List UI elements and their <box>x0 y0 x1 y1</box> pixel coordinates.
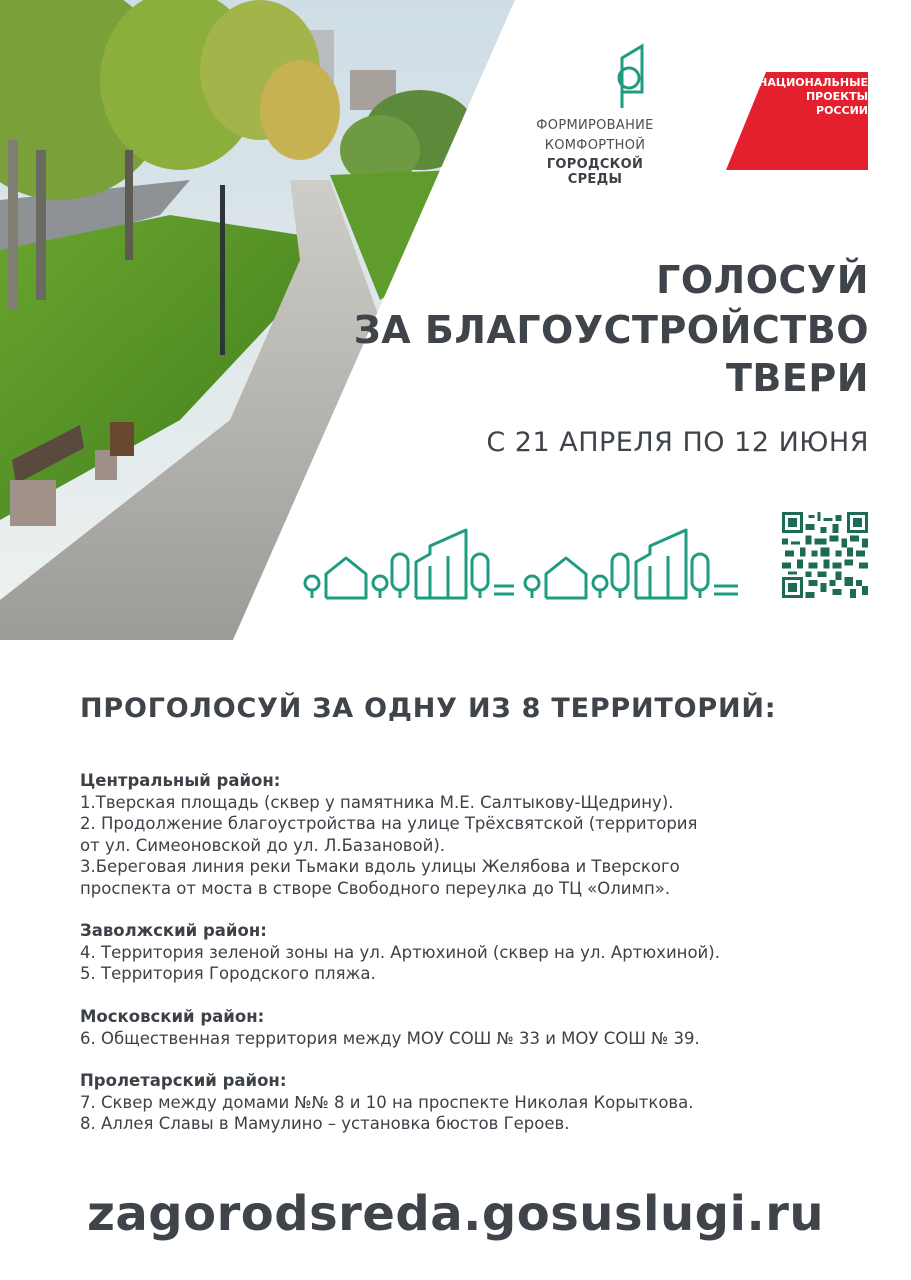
district-name: Московский район: <box>80 1007 265 1026</box>
territory-item: 1.Тверская площадь (сквер у памятника М.Е. Салтыкову-Щедрину). <box>80 792 674 812</box>
district-central <box>80 770 870 899</box>
territory-item: 2. Продолжение благоустройства на улице Трёхсвятской (территория <box>80 814 698 833</box>
district-name: Центральный район: <box>80 771 281 790</box>
territory-item: 8. Аллея Славы в Мамулино – установка бюстов Героев. <box>80 1114 570 1133</box>
territory-item: от ул. Симеоновской до ул. Л.Базановой). <box>80 835 446 855</box>
section-title: ПРОГОЛОСУЙ ЗА ОДНУ ИЗ 8 ТЕРРИТОРИЙ: <box>80 693 777 724</box>
city-skyline-icon <box>300 526 745 601</box>
fkgs-line-3: ГОРОДСКОЙ СРЕДЫ <box>546 157 644 187</box>
headline-line-1: ГОЛОСУЙ <box>656 258 869 302</box>
np-line-1: НАЦИОНАЛЬНЫЕ <box>758 76 868 89</box>
territory-item: 5. Территория Городского пляжа. <box>80 964 376 983</box>
headline-line-2: ЗА БЛАГОУСТРОЙСТВО <box>353 308 869 352</box>
voting-dates: С 21 АПРЕЛЯ ПО 12 ИЮНЯ <box>486 427 869 458</box>
fkgs-emblem-icon <box>612 42 652 108</box>
district-name: Заволжский район: <box>80 921 267 940</box>
national-projects-logo <box>726 72 868 170</box>
headline-line-3: ТВЕРИ <box>726 356 869 400</box>
website-url[interactable]: zagorodsreda.gosuslugi.ru <box>86 1186 825 1242</box>
np-line-2: ПРОЕКТЫ <box>805 90 868 103</box>
territory-item: 6. Общественная территория между МОУ СОШ № 33 и МОУ СОШ № 39. <box>80 1028 700 1048</box>
territory-item: проспекта от моста в створе Свободного переулка до ТЦ «Олимп». <box>80 878 671 898</box>
np-line-3: РОССИИ <box>816 104 868 117</box>
territory-item: 7. Сквер между домами №№ 8 и 10 на проспекте Николая Корыткова. <box>80 1092 694 1112</box>
territory-item: 3.Береговая линия реки Тьмаки вдоль улицы Желябова и Тверского <box>80 857 680 876</box>
district-name: Пролетарский район: <box>80 1071 287 1090</box>
district-zavolzhsky <box>80 920 870 985</box>
district-moskovsky <box>80 1006 870 1049</box>
fkgs-line-2: КОМФОРТНОЙ <box>544 138 646 153</box>
district-proletarsky <box>80 1070 870 1135</box>
territory-item: 4. Территория зеленой зоны на ул. Артюхиной (сквер на ул. Артюхиной). <box>80 942 720 962</box>
qr-code-icon[interactable] <box>782 512 868 598</box>
fkgs-line-1: ФОРМИРОВАНИЕ <box>536 118 654 133</box>
